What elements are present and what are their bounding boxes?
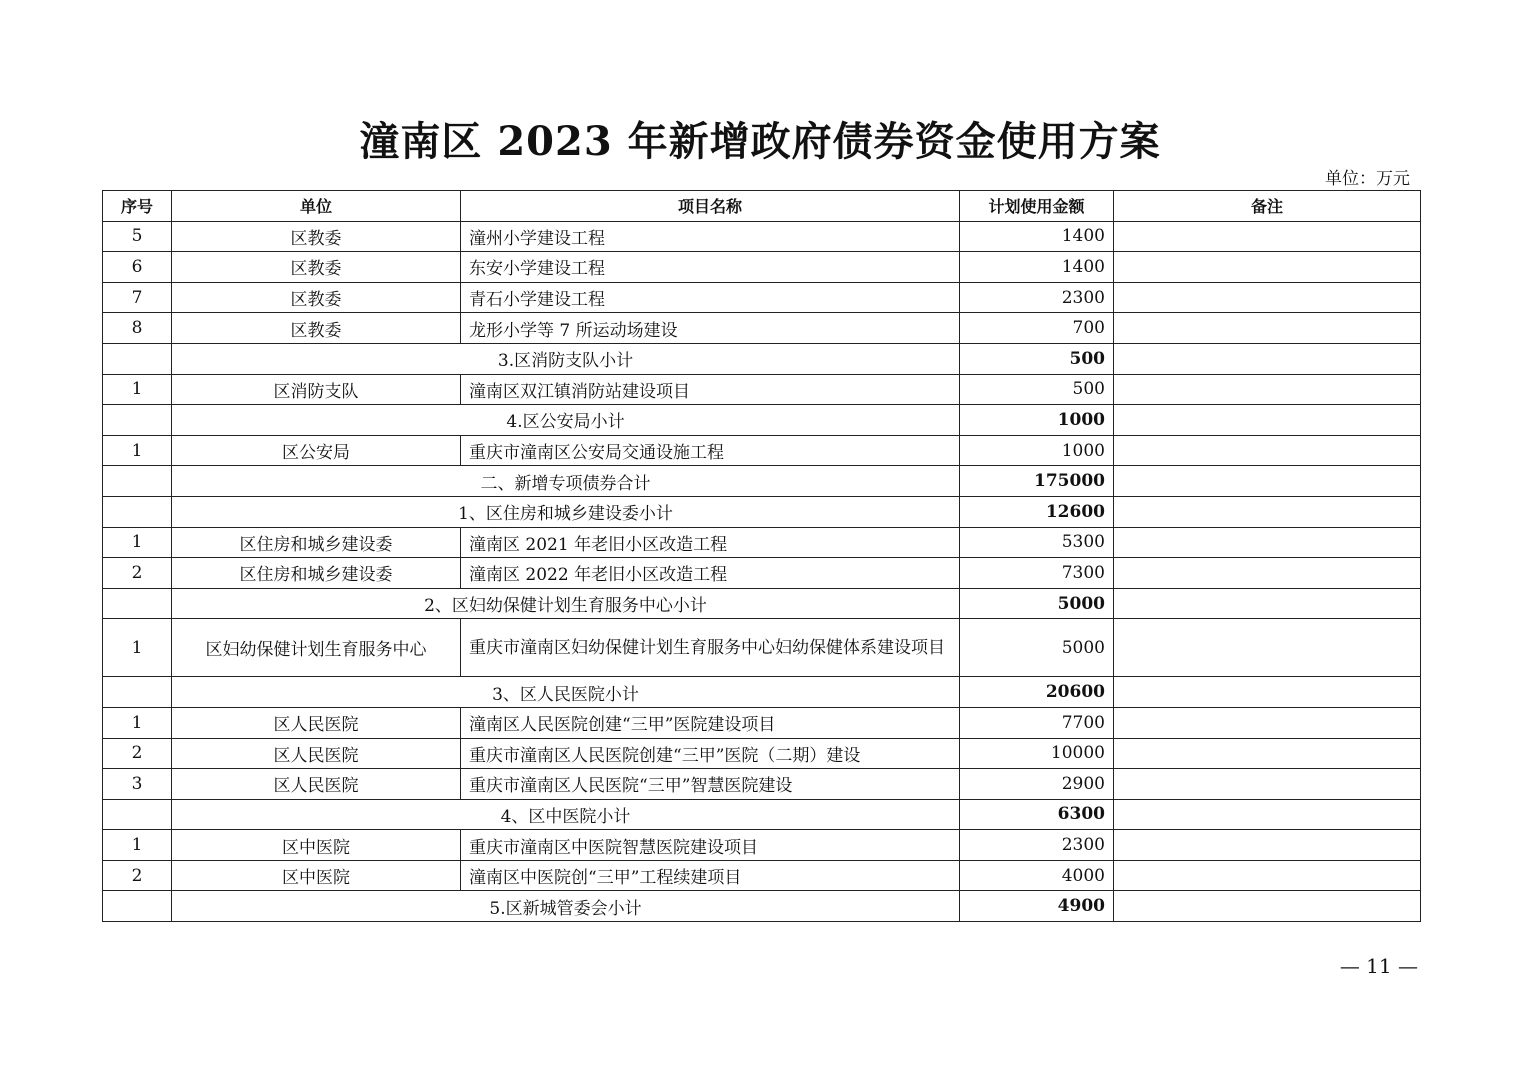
project-name-cell: 东安小学建设工程 (461, 252, 960, 283)
amount-cell: 12600 (960, 496, 1114, 527)
unit-cell: 区消防支队 (172, 374, 461, 405)
row-number: 5 (103, 221, 172, 252)
unit-cell: 区住房和城乡建设委 (172, 527, 461, 558)
note-cell (1114, 558, 1421, 589)
amount-cell: 175000 (960, 466, 1114, 497)
row-number (103, 496, 172, 527)
note-cell (1114, 799, 1421, 830)
project-name-cell: 潼南区双江镇消防站建设项目 (461, 374, 960, 405)
subtotal-label: 2、区妇幼保健计划生育服务中心小计 (172, 588, 960, 619)
row-number (103, 405, 172, 436)
amount-cell: 500 (960, 343, 1114, 374)
subtotal-label: 1、区住房和城乡建设委小计 (172, 496, 960, 527)
project-name-cell: 龙形小学等 7 所运动场建设 (461, 313, 960, 344)
row-number: 1 (103, 527, 172, 558)
subtotal-row (103, 588, 1421, 619)
row-number: 1 (103, 707, 172, 738)
unit-cell: 区妇幼保健计划生育服务中心 (172, 619, 461, 677)
project-name-cell: 重庆市潼南区中医院智慧医院建设项目 (461, 830, 960, 861)
note-cell (1114, 619, 1421, 677)
project-name-cell: 青石小学建设工程 (461, 282, 960, 313)
column-header-project: 项目名称 (461, 191, 960, 222)
unit-cell: 区人民医院 (172, 707, 461, 738)
note-cell (1114, 677, 1421, 708)
amount-cell: 1400 (960, 221, 1114, 252)
unit-cell: 区教委 (172, 221, 461, 252)
row-number (103, 677, 172, 708)
amount-cell: 20600 (960, 677, 1114, 708)
subtotal-row (103, 405, 1421, 436)
table-row (103, 221, 1421, 252)
document-title: 潼南区 2023 年新增政府债券资金使用方案 (359, 118, 1161, 165)
amount-cell: 500 (960, 374, 1114, 405)
subtotal-row (103, 677, 1421, 708)
table-row (103, 830, 1421, 861)
table-row (103, 769, 1421, 800)
row-number: 2 (103, 860, 172, 891)
amount-cell: 2300 (960, 830, 1114, 861)
table-row (103, 738, 1421, 769)
project-name-cell: 重庆市潼南区公安局交通设施工程 (461, 435, 960, 466)
amount-cell: 4000 (960, 860, 1114, 891)
amount-cell: 4900 (960, 891, 1114, 922)
budget-table (102, 190, 1421, 922)
row-number: 3 (103, 769, 172, 800)
column-header-note: 备注 (1114, 191, 1421, 222)
page-number: — 11 — (1339, 954, 1418, 978)
subtotal-label: 4.区公安局小计 (172, 405, 960, 436)
table-header-row (103, 191, 1421, 222)
row-number: 7 (103, 282, 172, 313)
note-cell (1114, 374, 1421, 405)
note-cell (1114, 282, 1421, 313)
unit-label: 单位：万元 (1325, 169, 1410, 189)
row-number (103, 343, 172, 374)
row-number (103, 799, 172, 830)
note-cell (1114, 221, 1421, 252)
amount-cell: 1400 (960, 252, 1114, 283)
amount-cell: 700 (960, 313, 1114, 344)
unit-cell: 区人民医院 (172, 769, 461, 800)
project-name-cell: 潼南区 2022 年老旧小区改造工程 (461, 558, 960, 589)
project-name-cell: 潼南区 2021 年老旧小区改造工程 (461, 527, 960, 558)
subtotal-row (103, 496, 1421, 527)
row-number: 6 (103, 252, 172, 283)
table-row (103, 374, 1421, 405)
subtotal-row (103, 799, 1421, 830)
project-name-cell: 重庆市潼南区人民医院创建“三甲”医院（二期）建设 (461, 738, 960, 769)
row-number (103, 891, 172, 922)
subtotal-label: 3、区人民医院小计 (172, 677, 960, 708)
unit-cell: 区人民医院 (172, 738, 461, 769)
project-name-cell: 潼南区中医院创“三甲”工程续建项目 (461, 860, 960, 891)
table-row (103, 435, 1421, 466)
row-number: 1 (103, 374, 172, 405)
note-cell (1114, 405, 1421, 436)
table-row (103, 860, 1421, 891)
table-body (103, 221, 1421, 921)
note-cell (1114, 738, 1421, 769)
table-row (103, 707, 1421, 738)
subtotal-label: 5.区新城管委会小计 (172, 891, 960, 922)
project-name-cell: 重庆市潼南区人民医院“三甲”智慧医院建设 (461, 769, 960, 800)
amount-cell: 2900 (960, 769, 1114, 800)
row-number (103, 466, 172, 497)
subtotal-row (103, 343, 1421, 374)
note-cell (1114, 891, 1421, 922)
amount-cell: 1000 (960, 405, 1114, 436)
note-cell (1114, 313, 1421, 344)
note-cell (1114, 496, 1421, 527)
unit-cell: 区公安局 (172, 435, 461, 466)
unit-cell: 区住房和城乡建设委 (172, 558, 461, 589)
amount-cell: 5000 (960, 619, 1114, 677)
amount-cell: 1000 (960, 435, 1114, 466)
unit-cell: 区教委 (172, 252, 461, 283)
note-cell (1114, 707, 1421, 738)
column-header-unit: 单位 (172, 191, 461, 222)
table-row (103, 619, 1421, 677)
row-number: 1 (103, 435, 172, 466)
note-cell (1114, 343, 1421, 374)
row-number: 8 (103, 313, 172, 344)
project-name-cell: 潼州小学建设工程 (461, 221, 960, 252)
unit-cell: 区中医院 (172, 830, 461, 861)
note-cell (1114, 527, 1421, 558)
note-cell (1114, 769, 1421, 800)
amount-cell: 5000 (960, 588, 1114, 619)
table-row (103, 558, 1421, 589)
subtotal-label: 4、区中医院小计 (172, 799, 960, 830)
amount-cell: 6300 (960, 799, 1114, 830)
note-cell (1114, 435, 1421, 466)
note-cell (1114, 466, 1421, 497)
amount-cell: 2300 (960, 282, 1114, 313)
subtotal-label: 二、新增专项债券合计 (172, 466, 960, 497)
unit-cell: 区中医院 (172, 860, 461, 891)
note-cell (1114, 588, 1421, 619)
project-name-cell: 潼南区人民医院创建“三甲”医院建设项目 (461, 707, 960, 738)
column-header-no: 序号 (103, 191, 172, 222)
column-header-amount: 计划使用金额 (960, 191, 1114, 222)
amount-cell: 7300 (960, 558, 1114, 589)
row-number (103, 588, 172, 619)
unit-cell: 区教委 (172, 282, 461, 313)
unit-cell: 区教委 (172, 313, 461, 344)
table-row (103, 313, 1421, 344)
amount-cell: 7700 (960, 707, 1114, 738)
note-cell (1114, 830, 1421, 861)
note-cell (1114, 252, 1421, 283)
row-number: 2 (103, 558, 172, 589)
subtotal-row (103, 466, 1421, 497)
row-number: 2 (103, 738, 172, 769)
note-cell (1114, 860, 1421, 891)
subtotal-row (103, 891, 1421, 922)
project-name-cell: 重庆市潼南区妇幼保健计划生育服务中心妇幼保健体系建设项目 (461, 619, 960, 677)
row-number: 1 (103, 830, 172, 861)
table-row (103, 252, 1421, 283)
row-number: 1 (103, 619, 172, 677)
table-row (103, 527, 1421, 558)
subtotal-label: 3.区消防支队小计 (172, 343, 960, 374)
amount-cell: 10000 (960, 738, 1114, 769)
amount-cell: 5300 (960, 527, 1114, 558)
table-row (103, 282, 1421, 313)
